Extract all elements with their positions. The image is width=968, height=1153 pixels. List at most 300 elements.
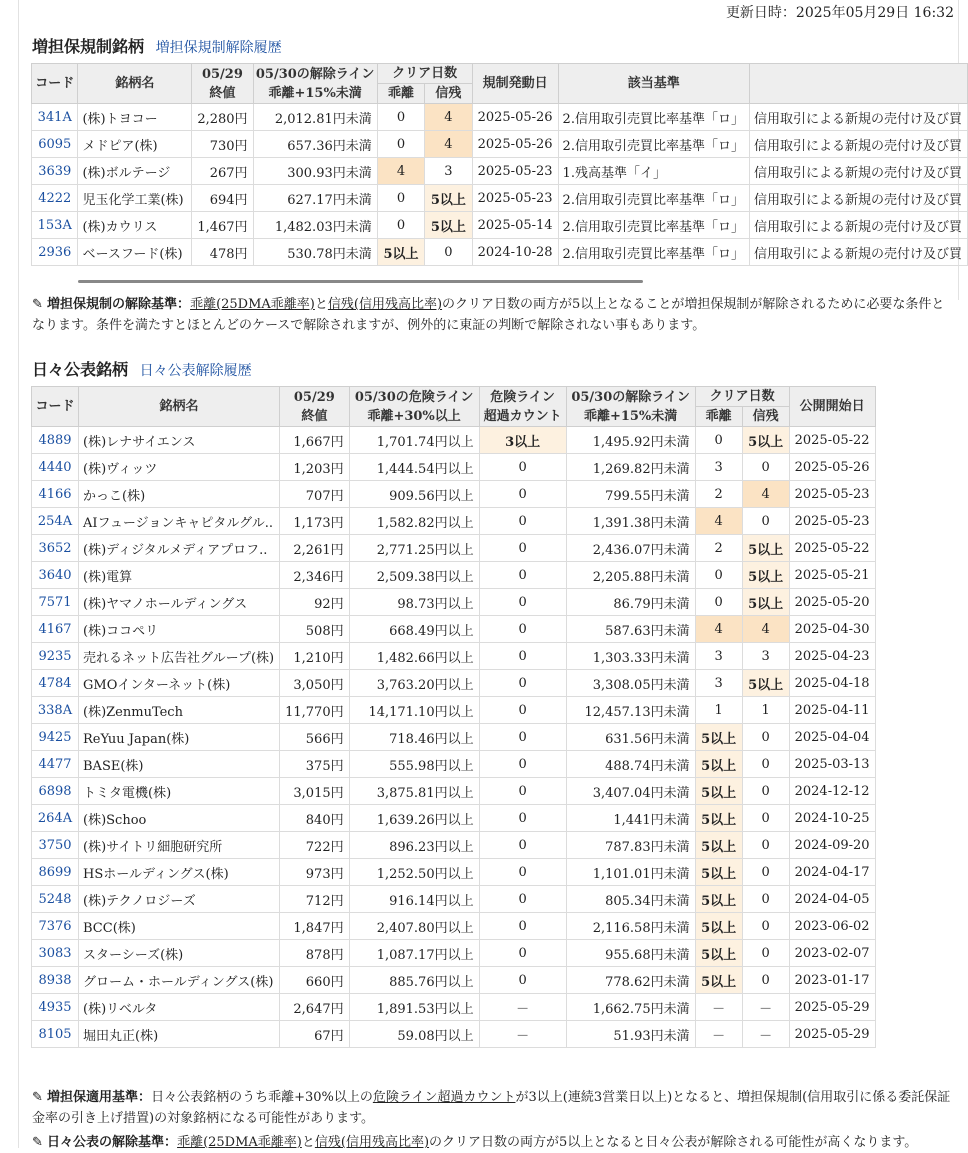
cell-criteria: 2.信用取引売買比率基準「ロ」 [558, 131, 749, 158]
cell-danger-line: 59.08円以上 [349, 1021, 479, 1048]
cell-start-date: 2023-01-17 [789, 967, 875, 994]
cell-kairi: 5以上 [695, 805, 742, 832]
stock-code-link[interactable]: 6898 [38, 783, 72, 799]
stock-code-link[interactable]: 4167 [38, 621, 72, 637]
cell-code [32, 131, 78, 158]
col-name: 銘柄名 [79, 387, 280, 427]
cell-date: 2025-05-26 [472, 131, 558, 158]
cell-kairi: 5以上 [695, 778, 742, 805]
cell-danger-count: 0 [479, 508, 566, 535]
stock-code-link[interactable]: 2936 [38, 244, 72, 260]
col-release-line: 05/30の解除ライン 乖離+15%未満 [253, 64, 377, 104]
cell-name: 堀田丸正(株) [79, 1021, 280, 1048]
cell-close: 1,173円 [280, 508, 350, 535]
table-row [32, 913, 876, 940]
cell-close: 3,015円 [280, 778, 350, 805]
cell-kairi: 3 [695, 643, 742, 670]
cell-shinzan: 0 [742, 832, 789, 859]
cell-shinzan: 5以上 [425, 212, 472, 239]
cell-release-line: 2,116.58円未満 [566, 913, 695, 940]
zoutanpo-history-link[interactable]: 増担保規制解除履歴 [155, 40, 282, 56]
cell-name: (株)ヴィッツ [79, 454, 280, 481]
section-title-hibikouhyou [32, 357, 252, 380]
cell-code [32, 508, 79, 535]
cell-start-date: 2023-06-02 [789, 913, 875, 940]
cell-start-date: 2025-05-22 [789, 427, 875, 454]
cell-release-line: 1,303.33円未満 [566, 643, 695, 670]
stock-code-link[interactable]: 8938 [38, 972, 72, 988]
cell-kairi: － [695, 994, 742, 1021]
cell-description: 信用取引による新規の売付け及び買 [749, 158, 967, 185]
cell-close: 11,770円 [280, 697, 350, 724]
col-start-date: 規制発動日 [472, 64, 558, 104]
col-shinzan: 信残 [742, 407, 789, 427]
cell-danger-count: 0 [479, 886, 566, 913]
cell-description: 信用取引による新規の売付け及び買 [749, 212, 967, 239]
cell-name: (株)テクノロジーズ [79, 886, 280, 913]
table-row [32, 131, 968, 158]
stock-code-link[interactable]: 8105 [38, 1026, 72, 1042]
hibikouhyou-release-note: ✎ 日々公表の解除基準：乖離(25DMA乖離率)と信残(信用残高比率)のクリア日数の両方が5以上となると日々公表が解除される可能性が高くなります。 [32, 1135, 918, 1150]
table-row [32, 859, 876, 886]
cell-kairi: 3 [695, 670, 742, 697]
cell-name: (株)ディジタルメディアプロフ.. [79, 535, 280, 562]
cell-release-line: 2,012.81円未満 [253, 104, 377, 131]
stock-code-link[interactable]: 4889 [38, 432, 72, 448]
table-row [32, 454, 876, 481]
cell-close: 712円 [280, 886, 350, 913]
cell-date: 2024-10-28 [472, 239, 558, 266]
cell-danger-line: 2,509.38円以上 [349, 562, 479, 589]
cell-kairi: 5以上 [377, 239, 424, 266]
cell-release-line: 1,391.38円未満 [566, 508, 695, 535]
cell-name: かっこ(株) [79, 481, 280, 508]
cell-danger-line: 1,639.26円以上 [349, 805, 479, 832]
cell-close: 1,667円 [280, 427, 350, 454]
cell-kairi: 3 [695, 454, 742, 481]
cell-start-date: 2025-05-26 [789, 454, 875, 481]
cell-name: グローム・ホールディングス(株) [79, 967, 280, 994]
cell-release-line: 657.36円未満 [253, 131, 377, 158]
cell-shinzan: 3 [742, 643, 789, 670]
table-row [32, 535, 876, 562]
col-code: コード [32, 387, 79, 427]
table-row [32, 427, 876, 454]
stock-code-link[interactable]: 153A [37, 217, 72, 233]
stock-code-link[interactable]: 341A [37, 109, 72, 125]
table-row [32, 697, 876, 724]
cell-name: GMOインターネット(株) [79, 670, 280, 697]
cell-danger-count: 0 [479, 940, 566, 967]
stock-code-link[interactable]: 6095 [38, 136, 72, 152]
cell-shinzan: 0 [742, 913, 789, 940]
pencil-icon: ✎ [32, 297, 43, 312]
cell-danger-line: 916.14円以上 [349, 886, 479, 913]
col-close: 05/29 終値 [192, 64, 253, 104]
cell-description: 信用取引による新規の売付け及び買 [749, 239, 967, 266]
cell-danger-line: 3,875.81円以上 [349, 778, 479, 805]
cell-close: 1,467円 [192, 212, 253, 239]
cell-start-date: 2025-05-20 [789, 589, 875, 616]
cell-danger-count: 0 [479, 535, 566, 562]
cell-code [32, 1021, 79, 1048]
cell-danger-line: 1,701.74円以上 [349, 427, 479, 454]
cell-shinzan: 0 [742, 778, 789, 805]
col-danger-line: 05/30の危険ライン 乖離+30%以上 [349, 387, 479, 427]
cell-close: 1,847円 [280, 913, 350, 940]
table-row [32, 886, 876, 913]
section-title-zoutanpo [32, 34, 282, 57]
cell-code [32, 454, 79, 481]
table-row [32, 994, 876, 1021]
cell-release-line: 2,436.07円未満 [566, 535, 695, 562]
cell-name: (株)カウリス [78, 212, 192, 239]
cell-shinzan: 5以上 [742, 427, 789, 454]
cell-start-date: 2024-12-12 [789, 778, 875, 805]
left-border [18, 0, 19, 1148]
cell-shinzan: 0 [742, 751, 789, 778]
table-row [32, 562, 876, 589]
cell-name: (株)Schoo [79, 805, 280, 832]
cell-close: 878円 [280, 940, 350, 967]
cell-criteria: 1.残高基準「イ」 [558, 158, 749, 185]
cell-release-line: 1,495.92円未満 [566, 427, 695, 454]
cell-name: メドピア(株) [78, 131, 192, 158]
cell-shinzan: 3 [425, 158, 472, 185]
cell-kairi: 0 [377, 131, 424, 158]
cell-date: 2025-05-26 [472, 104, 558, 131]
cell-description: 信用取引による新規の売付け及び買 [749, 131, 967, 158]
cell-code [32, 967, 79, 994]
col-clear-days: クリア日数 [695, 387, 789, 407]
cell-danger-line: 718.46円以上 [349, 724, 479, 751]
cell-danger-line: 1,482.66円以上 [349, 643, 479, 670]
cell-release-line: 805.34円未満 [566, 886, 695, 913]
cell-danger-count: 0 [479, 751, 566, 778]
stock-code-link[interactable]: 4784 [38, 675, 72, 691]
cell-code [32, 724, 79, 751]
stock-code-link[interactable]: 264A [37, 810, 73, 826]
cell-danger-line: 885.76円以上 [349, 967, 479, 994]
cell-danger-line: 668.49円以上 [349, 616, 479, 643]
stock-code-link[interactable]: 3083 [38, 945, 72, 961]
cell-danger-count: 0 [479, 805, 566, 832]
cell-release-line: 799.55円未満 [566, 481, 695, 508]
cell-kairi: 4 [695, 508, 742, 535]
cell-kairi: 0 [377, 104, 424, 131]
zoutanpo-table [31, 63, 968, 266]
cell-shinzan: 4 [742, 481, 789, 508]
stock-code-link[interactable]: 338A [37, 702, 73, 718]
cell-release-line: 2,205.88円未満 [566, 562, 695, 589]
col-shinzan: 信残 [425, 84, 472, 104]
table-row [32, 724, 876, 751]
stock-code-link[interactable]: 4440 [38, 459, 72, 475]
cell-danger-count: 3以上 [479, 427, 566, 454]
section-heading: 日々公表銘柄 [32, 360, 129, 379]
col-release-line: 05/30の解除ライン 乖離+15%未満 [566, 387, 695, 427]
cell-close: 375円 [280, 751, 350, 778]
cell-start-date: 2023-02-07 [789, 940, 875, 967]
stock-code-link[interactable]: 3652 [38, 540, 72, 556]
cell-danger-count: 0 [479, 589, 566, 616]
cell-danger-line: 1,582.82円以上 [349, 508, 479, 535]
cell-danger-count: 0 [479, 859, 566, 886]
hibikouhyou-history-link[interactable]: 日々公表解除履歴 [139, 363, 252, 379]
cell-shinzan: 5以上 [742, 562, 789, 589]
cell-shinzan: 4 [425, 104, 472, 131]
cell-code [32, 589, 79, 616]
cell-danger-count: 0 [479, 643, 566, 670]
cell-code [32, 427, 79, 454]
table-row [32, 751, 876, 778]
cell-close: 267円 [192, 158, 253, 185]
cell-close: 694円 [192, 185, 253, 212]
cell-close: 660円 [280, 967, 350, 994]
cell-danger-count: 0 [479, 562, 566, 589]
stock-code-link[interactable]: 7571 [38, 594, 72, 610]
table-row [32, 158, 968, 185]
table-row [32, 239, 968, 266]
cell-kairi: 4 [377, 158, 424, 185]
cell-danger-count: 0 [479, 454, 566, 481]
cell-danger-count: 0 [479, 697, 566, 724]
cell-danger-line: 909.56円以上 [349, 481, 479, 508]
cell-criteria: 2.信用取引売買比率基準「ロ」 [558, 239, 749, 266]
table-row [32, 670, 876, 697]
cell-kairi: － [695, 1021, 742, 1048]
cell-shinzan: 5以上 [425, 185, 472, 212]
cell-code [32, 481, 79, 508]
cell-criteria: 2.信用取引売買比率基準「ロ」 [558, 104, 749, 131]
cell-shinzan: 0 [742, 940, 789, 967]
stock-code-link[interactable]: 7376 [38, 918, 72, 934]
cell-release-line: 86.79円未満 [566, 589, 695, 616]
cell-close: 722円 [280, 832, 350, 859]
cell-start-date: 2024-09-20 [789, 832, 875, 859]
cell-release-line: 300.93円未満 [253, 158, 377, 185]
cell-release-line: 3,308.05円未満 [566, 670, 695, 697]
cell-danger-count: 0 [479, 967, 566, 994]
stock-code-link[interactable]: 4477 [38, 756, 72, 772]
cell-kairi: 2 [695, 481, 742, 508]
cell-code [32, 805, 79, 832]
cell-danger-count: － [479, 1021, 566, 1048]
cell-start-date: 2024-10-25 [789, 805, 875, 832]
cell-code [32, 940, 79, 967]
zoutanpo-apply-note: ✎ 増担保適用基準：日々公表銘柄のうち乖離+30%以上の危険ライン超過カウントが3以上(連続3営業日以上)となると、増担保規制(信用取引に係る委託保証金率の引き上げ措置)の対象銘柄になる可能性があります。 [32, 1090, 951, 1126]
cell-release-line: 51.93円未満 [566, 1021, 695, 1048]
cell-danger-line: 3,763.20円以上 [349, 670, 479, 697]
cell-code [32, 535, 79, 562]
cell-start-date: 2024-04-17 [789, 859, 875, 886]
cell-start-date: 2025-04-04 [789, 724, 875, 751]
cell-shinzan: 0 [742, 805, 789, 832]
cell-name: (株)ココペリ [79, 616, 280, 643]
cell-danger-line: 98.73円以上 [349, 589, 479, 616]
cell-close: 2,346円 [280, 562, 350, 589]
cell-kairi: 5以上 [695, 832, 742, 859]
cell-release-line: 3,407.04円未満 [566, 778, 695, 805]
cell-close: 478円 [192, 239, 253, 266]
cell-start-date: 2025-05-29 [789, 994, 875, 1021]
stock-code-link[interactable]: 3640 [38, 567, 72, 583]
section-heading: 増担保規制銘柄 [32, 37, 145, 56]
cell-code [32, 562, 79, 589]
table-row [32, 1021, 876, 1048]
stock-code-link[interactable]: 4935 [38, 999, 72, 1015]
cell-shinzan: 5以上 [742, 535, 789, 562]
cell-danger-count: － [479, 994, 566, 1021]
hibikouhyou-table [31, 386, 876, 1048]
stock-code-link[interactable]: 8699 [38, 864, 72, 880]
cell-danger-line: 555.98円以上 [349, 751, 479, 778]
stock-code-link[interactable]: 9425 [38, 729, 72, 745]
cell-danger-line: 1,444.54円以上 [349, 454, 479, 481]
cell-name: (株)電算 [79, 562, 280, 589]
stock-code-link[interactable]: 254A [37, 513, 73, 529]
cell-start-date: 2025-03-13 [789, 751, 875, 778]
cell-release-line: 530.78円未満 [253, 239, 377, 266]
col-name: 銘柄名 [78, 64, 192, 104]
cell-kairi: 0 [377, 185, 424, 212]
cell-danger-line: 2,407.80円以上 [349, 913, 479, 940]
cell-danger-line: 14,171.10円以上 [349, 697, 479, 724]
table-row [32, 104, 968, 131]
cell-code [32, 239, 78, 266]
table-row [32, 778, 876, 805]
cell-danger-line: 1,252.50円以上 [349, 859, 479, 886]
table-row [32, 185, 968, 212]
cell-code [32, 104, 78, 131]
cell-name: (株)トヨコー [78, 104, 192, 131]
cell-shinzan: 0 [742, 859, 789, 886]
cell-kairi: 5以上 [695, 724, 742, 751]
cell-start-date: 2025-05-22 [789, 535, 875, 562]
cell-code [32, 859, 79, 886]
cell-description: 信用取引による新規の売付け及び買 [749, 185, 967, 212]
cell-shinzan: 5以上 [742, 670, 789, 697]
col-clear-days: クリア日数 [377, 64, 472, 84]
cell-shinzan: － [742, 1021, 789, 1048]
cell-name: (株)レナサイエンス [79, 427, 280, 454]
cell-name: (株)サイトリ細胞研究所 [79, 832, 280, 859]
col-close: 05/29 終値 [280, 387, 350, 427]
cell-start-date: 2025-05-23 [789, 508, 875, 535]
cell-release-line: 1,482.03円未満 [253, 212, 377, 239]
pencil-icon: ✎ [32, 1135, 43, 1150]
cell-danger-line: 2,771.25円以上 [349, 535, 479, 562]
cell-shinzan: 0 [742, 508, 789, 535]
cell-shinzan: 0 [425, 239, 472, 266]
table-row [32, 940, 876, 967]
stock-code-link[interactable]: 3639 [38, 163, 72, 179]
cell-release-line: 587.63円未満 [566, 616, 695, 643]
cell-name: ReYuu Japan(株) [79, 724, 280, 751]
cell-close: 840円 [280, 805, 350, 832]
cell-kairi: 0 [695, 427, 742, 454]
cell-kairi: 5以上 [695, 751, 742, 778]
table-row [32, 589, 876, 616]
cell-code [32, 158, 78, 185]
table-scrollbar[interactable] [78, 280, 643, 283]
cell-release-line: 1,269.82円未満 [566, 454, 695, 481]
cell-danger-count: 0 [479, 832, 566, 859]
cell-code [32, 751, 79, 778]
stock-code-link[interactable]: 9235 [38, 648, 72, 664]
table-row [32, 616, 876, 643]
cell-code [32, 778, 79, 805]
cell-code [32, 886, 79, 913]
cell-danger-count: 0 [479, 778, 566, 805]
table-row [32, 832, 876, 859]
cell-name: (株)リベルタ [79, 994, 280, 1021]
cell-danger-count: 0 [479, 724, 566, 751]
cell-shinzan: 4 [742, 616, 789, 643]
stock-code-link[interactable]: 3750 [38, 837, 72, 853]
col-code: コード [32, 64, 78, 104]
cell-code [32, 643, 79, 670]
cell-shinzan: 0 [742, 886, 789, 913]
cell-release-line: 1,441円未満 [566, 805, 695, 832]
cell-code [32, 185, 78, 212]
cell-close: 1,203円 [280, 454, 350, 481]
cell-close: 67円 [280, 1021, 350, 1048]
cell-name: BASE(株) [79, 751, 280, 778]
cell-shinzan: 0 [742, 967, 789, 994]
cell-kairi: 5以上 [695, 859, 742, 886]
cell-start-date: 2025-04-11 [789, 697, 875, 724]
cell-close: 508円 [280, 616, 350, 643]
cell-start-date: 2025-05-23 [789, 481, 875, 508]
cell-close: 566円 [280, 724, 350, 751]
table-row [32, 508, 876, 535]
cell-close: 2,647円 [280, 994, 350, 1021]
stock-code-link[interactable]: 4166 [38, 486, 72, 502]
cell-name: (株)ボルテージ [78, 158, 192, 185]
cell-criteria: 2.信用取引売買比率基準「ロ」 [558, 185, 749, 212]
cell-start-date: 2025-05-21 [789, 562, 875, 589]
cell-start-date: 2025-05-29 [789, 1021, 875, 1048]
cell-code [32, 913, 79, 940]
cell-name: (株)ヤマノホールディングス [79, 589, 280, 616]
cell-danger-line: 1,891.53円以上 [349, 994, 479, 1021]
table-row [32, 805, 876, 832]
cell-release-line: 12,457.13円未満 [566, 697, 695, 724]
cell-name: HSホールディングス(株) [79, 859, 280, 886]
table-row [32, 212, 968, 239]
cell-code [32, 212, 78, 239]
cell-kairi: 5以上 [695, 913, 742, 940]
cell-release-line: 1,101.01円未満 [566, 859, 695, 886]
cell-name: AIフュージョンキャピタルグル.. [79, 508, 280, 535]
stock-code-link[interactable]: 4222 [38, 190, 72, 206]
cell-code [32, 697, 79, 724]
cell-kairi: 0 [695, 562, 742, 589]
cell-danger-count: 0 [479, 670, 566, 697]
cell-release-line: 631.56円未満 [566, 724, 695, 751]
updated-timestamp: 更新日時：2025年05月29日 16:32 [725, 5, 954, 21]
cell-code [32, 832, 79, 859]
cell-date: 2025-05-14 [472, 212, 558, 239]
cell-name: スターシーズ(株) [79, 940, 280, 967]
cell-release-line: 1,662.75円未満 [566, 994, 695, 1021]
cell-kairi: 2 [695, 535, 742, 562]
cell-name: 児玉化学工業(株) [78, 185, 192, 212]
stock-code-link[interactable]: 5248 [38, 891, 72, 907]
cell-description: 信用取引による新規の売付け及び買 [749, 104, 967, 131]
cell-start-date: 2025-04-23 [789, 643, 875, 670]
